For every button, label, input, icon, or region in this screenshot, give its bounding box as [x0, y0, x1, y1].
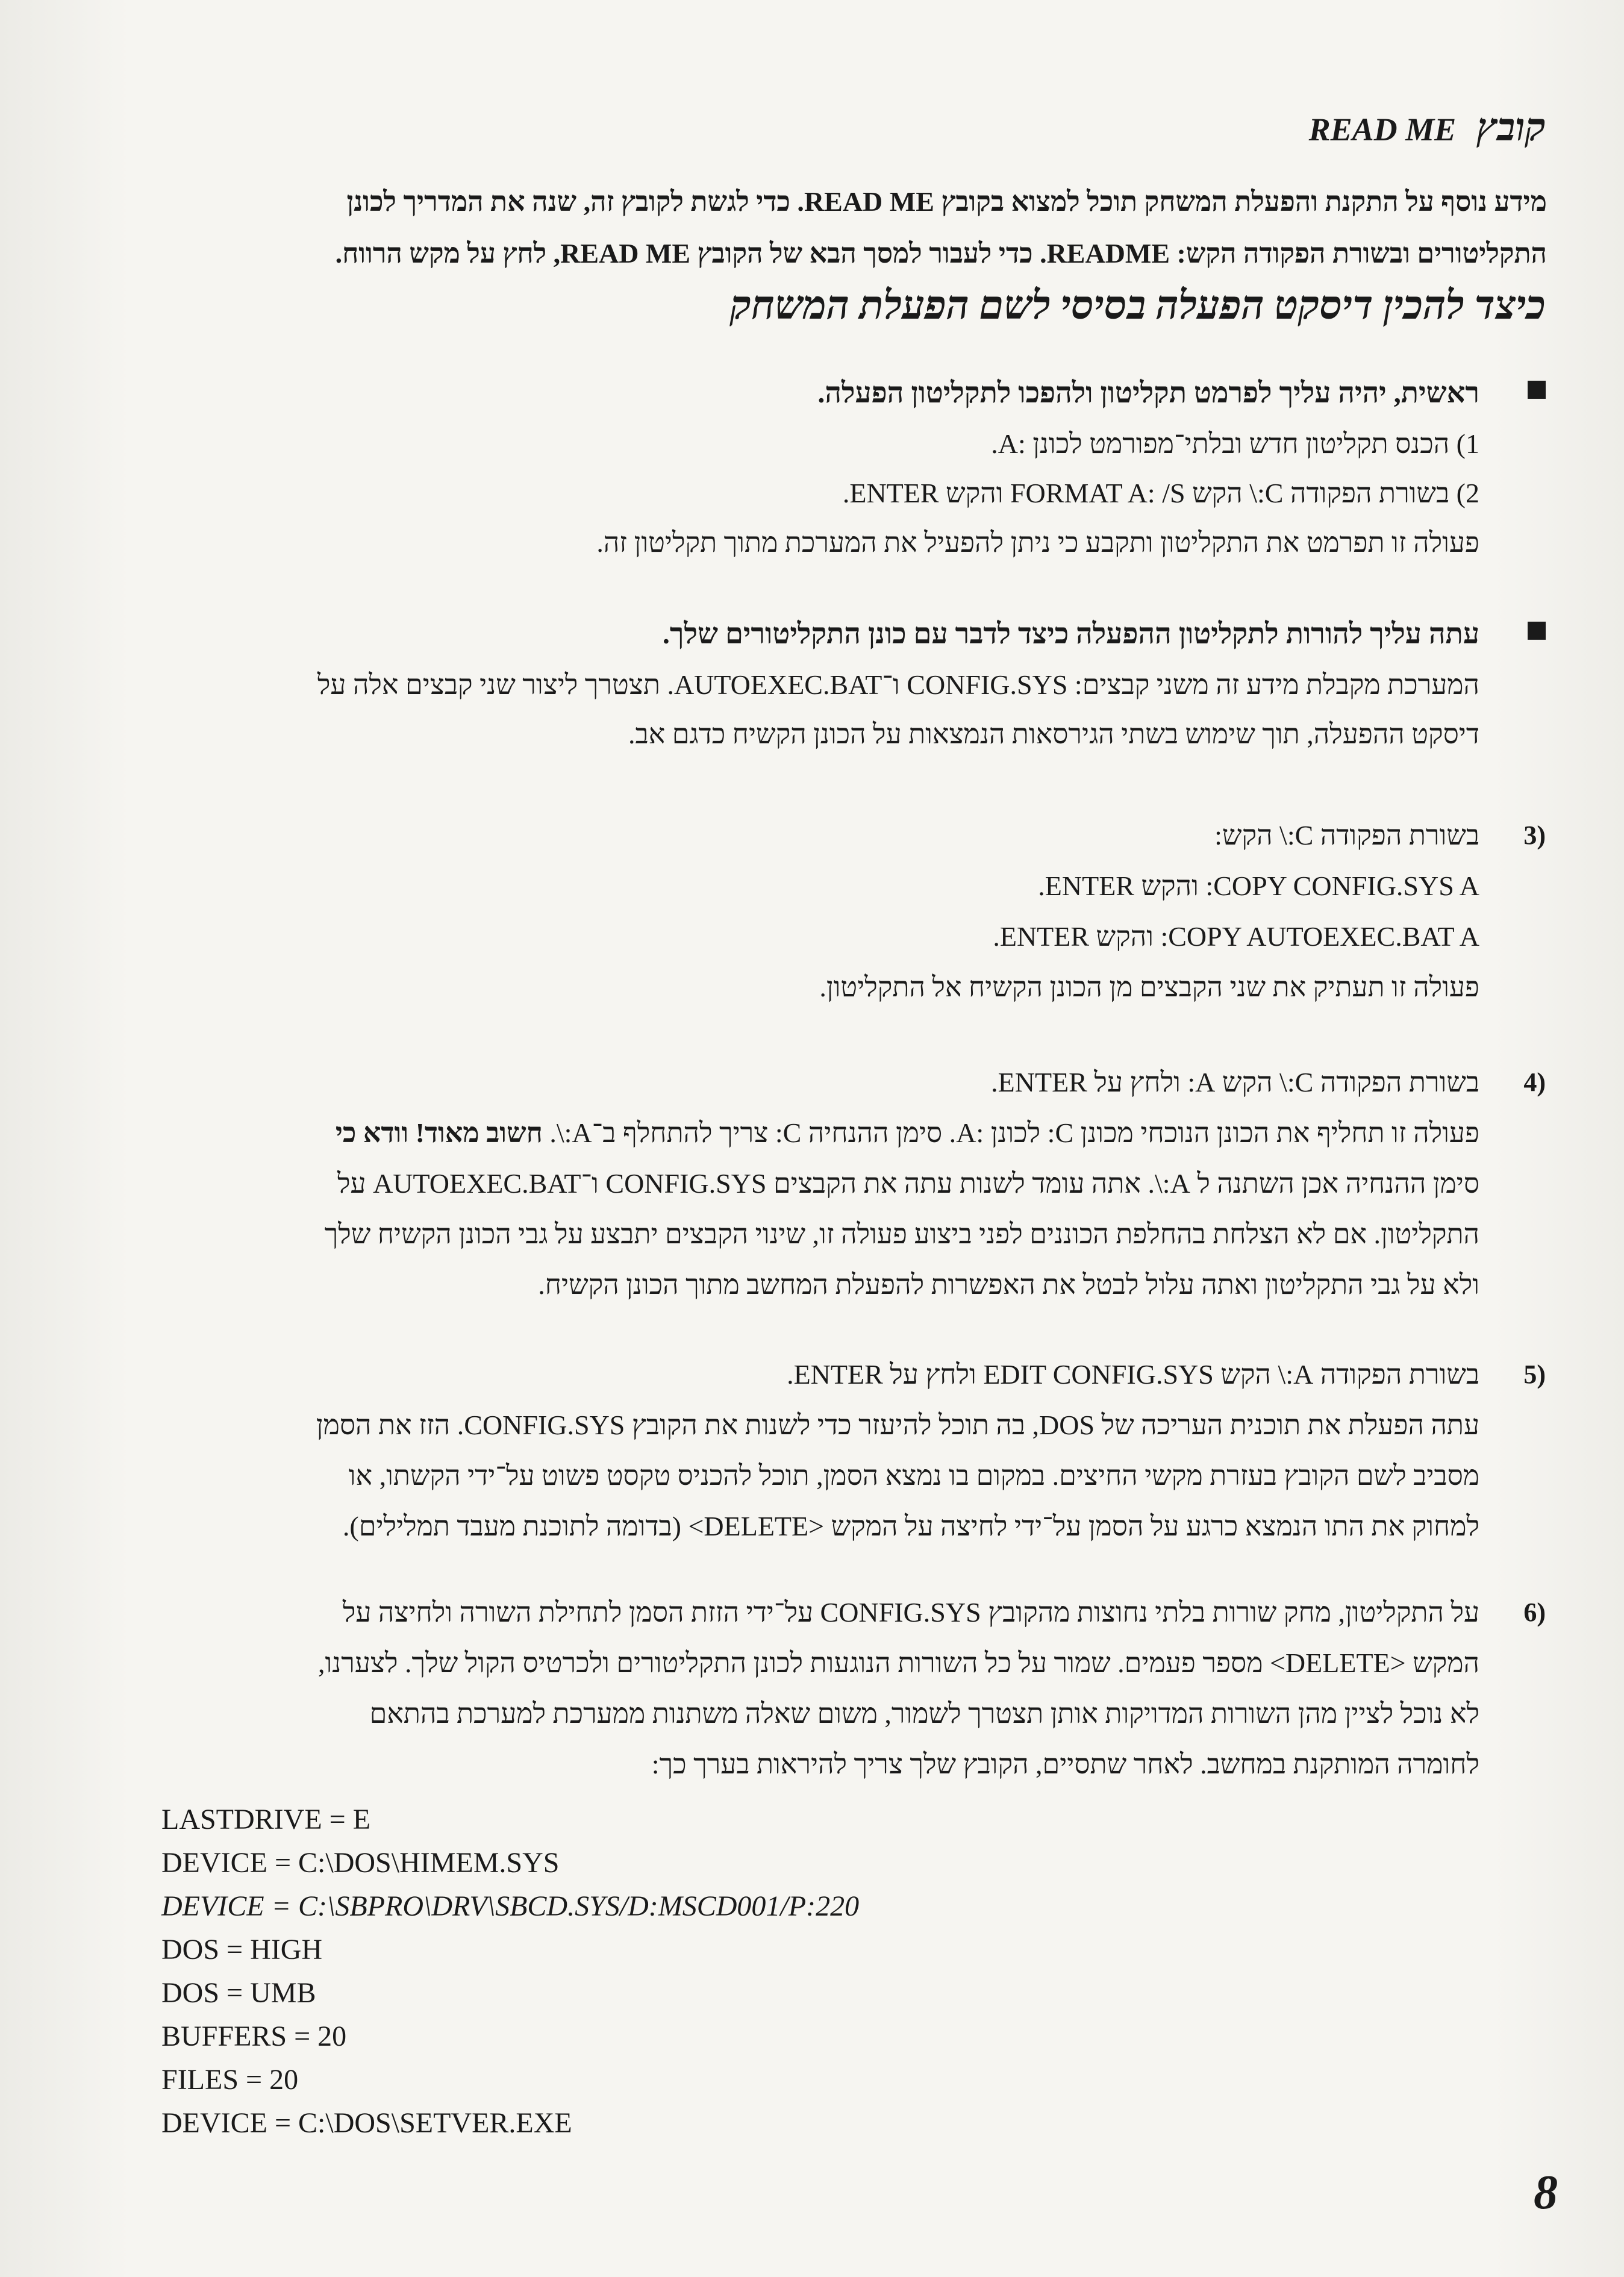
- step-line: COPY CONFIG.SYS A: והקש ENTER.: [1038, 870, 1479, 901]
- config-sys-listing: [161, 1798, 859, 2145]
- bullet-lead: עתה עליך להורות לתקליטון ההפעלה כיצד לדבר עם כונן התקליטורים שלך.: [662, 618, 1479, 650]
- step-line: התקליטון. אם לא הצלחת בהחלפת הכוננים לפני ביצוע פעולה זו, שינוי הקבצים יתבצע על גבי הכונן הקשיח שלך: [324, 1219, 1479, 1249]
- step-line: סימן ההנחיה אכן השתנה ל A:\. אתה עומד לשנות עתה את הקבצים CONFIG.SYS ו־AUTOEXEC.BAT על: [337, 1168, 1479, 1199]
- emphasis-text: חשוב מאוד! וודא כי: [335, 1117, 543, 1148]
- step-line: ולא על גבי התקליטון ואתה עלול לבטל את האפשרות להפעלת המחשב מתוך הכונן הקשיח.: [538, 1269, 1479, 1300]
- bullet-config-files: [160, 608, 1546, 759]
- step-6: [76, 1587, 1546, 1790]
- code-line: FILES = 20: [161, 2064, 299, 2096]
- code-line: BUFFERS = 20: [161, 2020, 347, 2052]
- bullet-line: פעולה זו תפרמט את התקליטון ותקבע כי ניתן להפעיל את המערכת מתוך תקליטון זה.: [596, 527, 1479, 558]
- step-line: המקש <DELETE> מספר פעמים. שמור על כל השורות הנוגעות לכונן התקליטורים ולכרטיס הקול שלך. לצערנו,: [318, 1648, 1479, 1678]
- code-line: LASTDRIVE = E: [161, 1804, 371, 1835]
- code-line: DEVICE = C:\SBPRO\DRV\SBCD.SYS/D:MSCD001/P:220: [161, 1890, 860, 1922]
- step-line: עתה הפעלת את תוכנית העריכה של DOS, בה תוכל להיעזר כדי לשנות את הקובץ CONFIG.SYS. הזז את הסמן: [316, 1410, 1479, 1440]
- step-line: בשורת הפקודה A:\ הקש EDIT CONFIG.SYS ולחץ על ENTER.: [787, 1359, 1479, 1390]
- step-number: (4: [1523, 1067, 1546, 1097]
- step-number: (6: [1523, 1598, 1546, 1627]
- bullet-line: המערכת מקבלת מידע זה משני קבצים: CONFIG.SYS ו־AUTOEXEC.BAT. תצטרך ליצור שני קבצים אלה על: [317, 669, 1479, 700]
- step-line-text: פעולה זו תחליף את הכונן הנוכחי מכונן C: לכונן :A. סימן ההנחיה C: צריך להתחלף ב־A:\.: [549, 1117, 1479, 1148]
- step-line: בשורת הפקודה C:\ הקש A: ולחץ על ENTER.: [991, 1067, 1479, 1098]
- section-title: כיצד להכין דיסקט הפעלה בסיסי לשם הפעלת המשחק: [729, 284, 1546, 328]
- step-line: COPY AUTOEXEC.BAT A: והקש ENTER.: [993, 921, 1479, 952]
- step-line: למחוק את התו הנמצא כרגע על הסמן על־ידי לחיצה על המקש <DELETE> (בדומה לתוכנת מעבד תמלילים).: [342, 1511, 1479, 1541]
- code-line: DEVICE = C:\DOS\SETVER.EXE: [161, 2107, 572, 2139]
- step-line: לחומרה המותקנת במחשב. לאחר שתסיים, הקובץ שלך צריך להיראות בערך כך:: [651, 1749, 1479, 1779]
- step-line: פעולה זו תעתיק את שני הקבצים מן הכונן הקשיח אל התקליטון.: [819, 972, 1479, 1002]
- bullet-format-floppy: [160, 367, 1546, 567]
- intro-paragraph: [89, 176, 1547, 280]
- page-header: [1309, 105, 1546, 150]
- bullet-lead: ראשית, יהיה עליך לפרמט תקליטון ולהפכו לתקליטון הפעלה.: [817, 377, 1479, 409]
- square-bullet-icon: [1528, 622, 1546, 640]
- step-line: לא נוכל לציין מהן השורות המדויקות אותן תצטרך לשמור, משום שאלה משתנות ממערכת למערכת בהתאם: [369, 1698, 1479, 1729]
- bullet-line: 1) הכנס תקליטון חדש ובלתי־מפורמט לכונן :A.: [991, 428, 1479, 459]
- code-line: DEVICE = C:\DOS\HIMEM.SYS: [161, 1847, 560, 1879]
- step-4: [76, 1057, 1546, 1310]
- bullet-line: דיסקט ההפעלה, תוך שימוש בשתי הגירסאות הנמצאות על הכונן הקשיח כדגם אב.: [628, 719, 1479, 749]
- intro-line: התקליטורים ובשורת הפקודה הקש: README. כדי לעבור למסך הבא של הקובץ READ ME, לחץ על מקש הרווח.: [335, 238, 1547, 269]
- code-line: DOS = UMB: [161, 1977, 316, 2009]
- step-5: [76, 1349, 1546, 1552]
- header-title-hebrew: קובץ: [1476, 106, 1546, 149]
- step-line: על התקליטון, מחק שורות בלתי נחוצות מהקובץ CONFIG.SYS על־ידי הזזת הסמן לתחילת השורה ולחיצה על: [342, 1597, 1479, 1628]
- code-line: DOS = HIGH: [161, 1934, 323, 1966]
- step-number: (5: [1523, 1360, 1546, 1389]
- page-number: 8: [1534, 2166, 1558, 2219]
- step-line: בשורת הפקודה C:\ הקש:: [1214, 820, 1479, 851]
- step-line: מסביב לשם הקובץ בעזרת מקשי החיצים. במקום בו נמצא הסמן, תוכל להכניס טקסט פשוט על־ידי הקשתו, או: [348, 1460, 1479, 1491]
- bullet-line: 2) בשורת הפקודה C:\ הקש FORMAT A: /S והקש ENTER.: [842, 478, 1479, 508]
- step-number: (3: [1523, 820, 1546, 850]
- square-bullet-icon: [1528, 381, 1546, 399]
- step-line: [76, 1108, 1479, 1158]
- header-title-english: READ ME: [1308, 111, 1457, 148]
- intro-line: מידע נוסף על התקנת והפעלת המשחק תוכל למצוא בקובץ READ ME. כדי לגשת לקובץ זה, שנה את המדריך לכונן: [346, 186, 1547, 217]
- step-3: [76, 810, 1546, 1013]
